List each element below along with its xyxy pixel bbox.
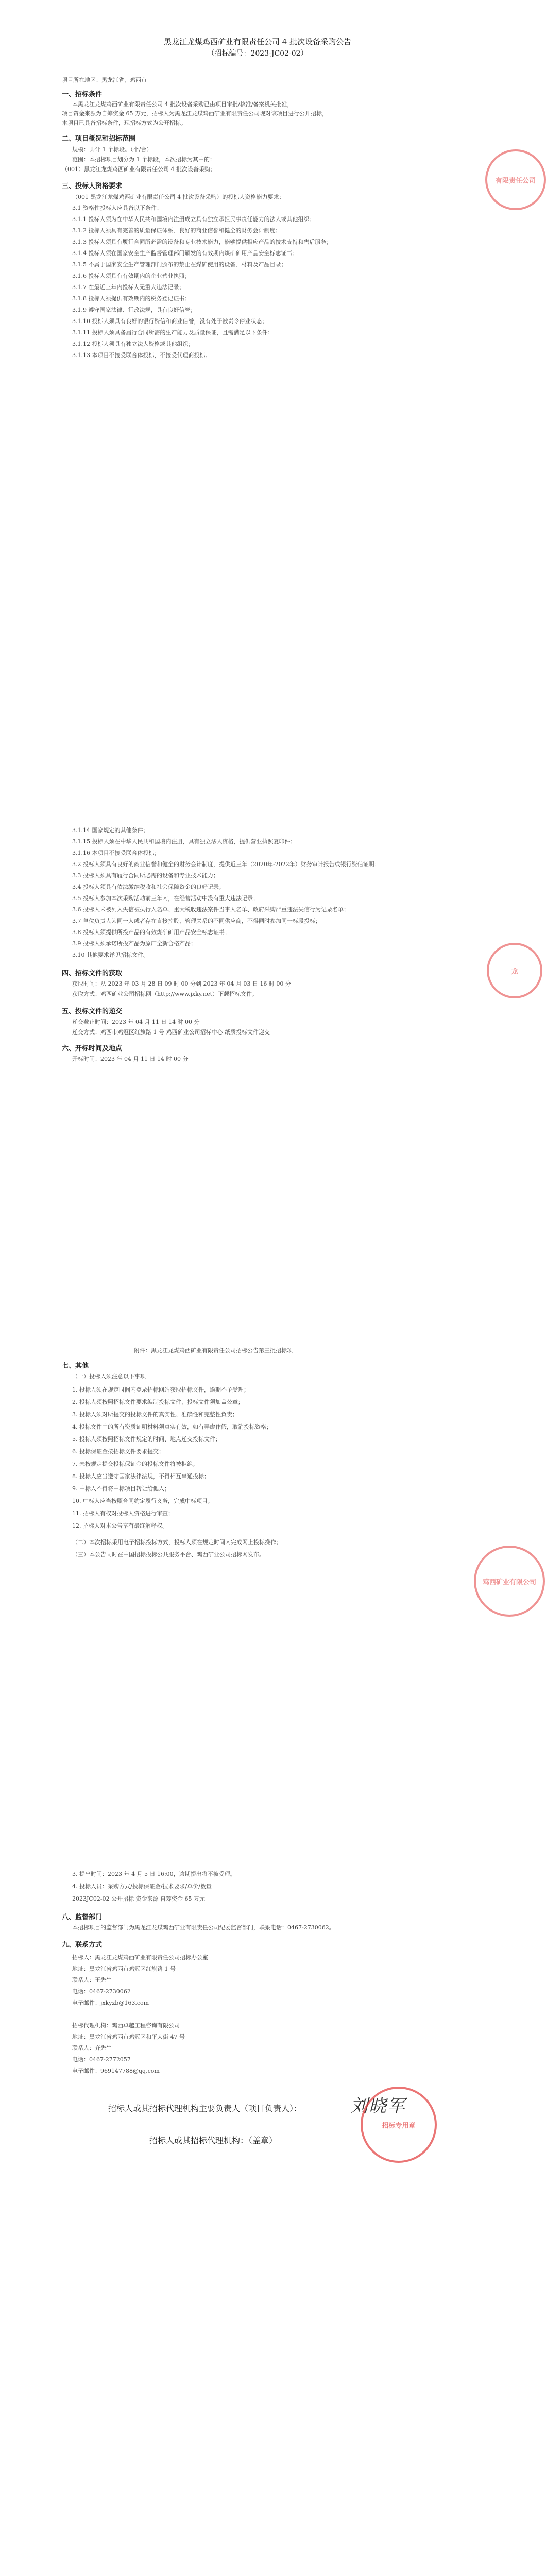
section-2-line: 规模：共计 1 个标段。（个/台）: [72, 146, 152, 153]
section-9-heading: 九、联系方式: [62, 1941, 103, 1949]
section-3-item: 3.1.13 本项目不接受联合体投标，不接受代理商投标。: [72, 352, 211, 359]
section-2-line: （001）黑龙江龙煤鸡西矿业有限责任公司 4 批次设备采购；: [62, 166, 216, 173]
other-item: 5. 投标人须按照招标文件规定的时间、地点递交投标文件；: [72, 1436, 221, 1443]
section-3-heading: 三、投标人资格要求: [62, 182, 123, 190]
agent-phone: 电话：0467-2772057: [72, 2056, 131, 2063]
tender-seal: 招标专用章: [361, 2087, 437, 2163]
section-3-item: 3.3 投标人须具有履行合同所必需的设备和专业技术能力；: [72, 872, 219, 879]
section-1-body: 本黑龙江龙煤鸡西矿业有限责任公司 4 批次设备采购已由项目审批/核准/备案机关批准，: [72, 101, 293, 108]
section-3-item: 3.1.4 投标人须在国家安全生产监督管理部门颁发的有效期内煤矿矿用产品安全标志证书；: [72, 250, 298, 257]
official-seal: 鸡西矿业有限公司: [474, 1546, 545, 1617]
owner-contact: 联系人：王先生: [72, 1977, 112, 1984]
section-3-item: 3.1.1 投标人须为在中华人民共和国境内注册成立具有独立承担民事责任能力的法人或其他组织；: [72, 216, 315, 223]
section-1-body: 项目资金来源为自筹资金 65 万元，招标人为黑龙江龙煤鸡西矿业有限责任公司现对该项目进行公开招标，: [62, 110, 328, 117]
section-3-item: 3.1.16 本项目不接受联合体投标；: [72, 850, 160, 856]
page-2: [0, 824, 518, 1345]
section-3-item: 3.5 投标人参加本次采购活动前三年内，在经营活动中没有重大违法记录；: [72, 895, 259, 902]
section-6-line: 开标时间：2023 年 04 月 11 日 14 时 00 分: [72, 1056, 189, 1062]
supervision-line: 本招标项目的监督部门为黑龙江龙煤鸡西矿业有限责任公司纪委监督部门，联系电话：0467-2730062。: [72, 1924, 335, 1931]
other-note: （二）本次招标采用电子招标投标方式，投标人须在规定时间内完成网上投标操作；: [72, 1539, 282, 1546]
section-3-intro: （001 黑龙江龙煤鸡西矿业有限责任公司 4 批次设备采购）的投标人资格能力要求：: [72, 194, 285, 200]
section-3-item: 3.8 投标人须提供所投产品的有效煤矿矿用产品安全标志证书；: [72, 929, 230, 936]
section-3-item: 3.4 投标人须具有依法缴纳税收和社会保障资金的良好记录；: [72, 884, 225, 890]
section-8-heading: 八、监督部门: [62, 1913, 103, 1921]
attachment-header: 附件：黑龙江龙煤鸡西矿业有限责任公司招标公告第三批招标项: [134, 1347, 293, 1354]
other-item: 4. 投标文件中的所有资质证明材料须真实有效，如有弄虚作假，取消投标资格；: [72, 1423, 272, 1430]
official-seal: 龙: [487, 943, 542, 998]
intro-line: 项目所在地区：黑龙江省，鸡西市: [62, 77, 147, 83]
procedure-line: 2023JC02-02 公开招标 资金来源 自筹资金 65 万元: [72, 1895, 206, 1902]
section-3-item: 3.1.3 投标人须具有履行合同所必需的设备和专业技术能力，能够提供相应产品的技术支持和售后服务；: [72, 239, 332, 245]
section-3-item: 3.1.15 投标人须在中华人民共和国境内注册，具有独立法人资格，提供营业执照复印件；: [72, 838, 296, 845]
other-item: 1. 投标人须在规定时间内登录招标网站获取招标文件，逾期不予受理；: [72, 1386, 249, 1393]
section-3-item: 3.1.8 投标人须提供有效期内的税务登记证书；: [72, 295, 191, 302]
section-3-item: 3.1.9 遵守国家法律、行政法规，具有良好信誉；: [72, 307, 196, 313]
section-3-item: 3.1.2 投标人须具有完善的质量保证体系、良好的商业信誉和健全的财务会计制度；: [72, 227, 281, 234]
section-3-item: 3.1.10 投标人须具有良好的银行资信和商业信誉，没有处于被责令停业状态；: [72, 318, 268, 325]
other-item: 3. 投标人须对所提交的投标文件的真实性、准确性和完整性负责；: [72, 1411, 238, 1418]
other-item: 7. 未按规定提交投标保证金的投标文件将被拒绝；: [72, 1461, 198, 1467]
section-1-heading: 一、招标条件: [62, 91, 103, 98]
official-seal: 有限责任公司: [485, 149, 546, 210]
section-5-line: 递交方式：鸡西市鸡冠区红旗路 1 号 鸡西矿业公司招标中心 纸质投标文件递交: [72, 1029, 270, 1036]
page-1: [0, 0, 536, 824]
agent-email: 电子邮件：969147788@qq.com: [72, 2067, 160, 2074]
section-3-item: 3.1.7 在最近三年内投标人无重大违法记录；: [72, 284, 185, 291]
other-item: 12. 招标人对本公告享有最终解释权。: [72, 1522, 168, 1529]
doc-title: 黑龙江龙煤鸡西矿业有限责任公司 4 批次设备采购公告: [163, 37, 352, 46]
other-item: 10. 中标人应当按照合同约定履行义务，完成中标项目；: [72, 1498, 213, 1504]
other-item: 9. 中标人不得将中标项目转让给他人；: [72, 1485, 170, 1492]
section-3-item: 3.6 投标人未被列入失信被执行人名单、重大税收违法案件当事人名单、政府采购严重违法失信行为记录名单；: [72, 906, 349, 913]
page-4: [0, 1860, 515, 2576]
other-item: 11. 招标人有权对投标人资格进行审查；: [72, 1510, 174, 1517]
section-3-item: 3.7 单位负责人为同一人或者存在直接控股、管理关系的不同供应商，不得同时参加同一标段投标；: [72, 918, 321, 924]
section-3-item: 3.9 投标人须承诺所投产品为原厂全新合格产品；: [72, 940, 196, 947]
section-3-item: 3.1.6 投标人须具有有效期内的企业营业执照；: [72, 273, 191, 279]
section-6-heading: 六、开标时间及地点: [62, 1045, 123, 1053]
section-3-item: 3.1.14 国家规定的其他条件；: [72, 827, 149, 834]
section-4-line: 获取时间：从 2023 年 03 月 28 日 09 时 00 分到 2023 年 04 月 03 日 16 时 00 分: [72, 980, 291, 987]
doc-number: （招标编号：2023-JC02-02）: [207, 49, 308, 58]
section-2-line: 范围：本招标项目划分为 1 个标段，本次招标为其中的：: [72, 156, 215, 163]
owner-email: 电子邮件：jxkyzb@163.com: [72, 1999, 149, 2006]
section-3-item: 3.1.5 不属于国家安全生产管理部门颁布的禁止在煤矿使用的设备、材料及产品目录；: [72, 261, 287, 268]
signatory-line: 招标人或其招标代理机构主要负责人（项目负责人）：: [108, 2104, 302, 2113]
owner-phone: 电话：0467-2730062: [72, 1988, 131, 1995]
agent-address: 地址：黑龙江省鸡西市鸡冠区和平大街 47 号: [72, 2033, 185, 2040]
other-note: （三）本公告同时在中国招标投标公共服务平台、鸡西矿业公司招标网发布。: [72, 1551, 265, 1558]
owner-line: 招标人：黑龙江龙煤鸡西矿业有限责任公司招标办公室: [72, 1954, 208, 1961]
section-4-line: 获取方式：鸡西矿业公司招标网（http://www.jxky.net）下载招标文件。: [72, 991, 258, 997]
agent-line: 招标代理机构：鸡西卓越工程咨询有限公司: [72, 2022, 180, 2029]
section-3-item: 3.1.12 投标人须具有独立法人资格或其他组织；: [72, 341, 194, 347]
section-1-body: 本项目已具备招标条件，现招标方式为公开招标。: [62, 120, 186, 126]
section-3-item: 3.1 资格性投标人应具备以下条件：: [72, 205, 162, 211]
section-3-item: 3.1.11 投标人须具备履行合同所需的生产能力及质量保证，且需满足以下条件：: [72, 329, 274, 336]
section-3-item: 3.10 其他要求详见招标文件。: [72, 952, 149, 958]
section-7-sub: （一）投标人须注意以下事项: [72, 1373, 146, 1380]
section-4-heading: 四、招标文件的获取: [62, 970, 123, 977]
procedure-line: 3. 提出时间：2023 年 4 月 5 日 16:00，逾期提出将不被受理。: [72, 1871, 236, 1877]
procedure-line: 4. 投标人员：采购方式/投标保证金/技术要求/单价/数量: [72, 1883, 212, 1890]
section-3-item: 3.2 投标人须具有良好的商业信誉和健全的财务会计制度，提供近三年（2020年-2022年）财务审计报告或银行资信证明；: [72, 861, 380, 868]
other-item: 8. 投标人应当遵守国家法律法规，不得相互串通投标；: [72, 1473, 210, 1480]
section-2-heading: 二、项目概况和招标范围: [62, 135, 136, 143]
owner-address: 地址：黑龙江省鸡西市鸡冠区红旗路 1 号: [72, 1965, 176, 1972]
section-5-heading: 五、投标文件的递交: [62, 1008, 123, 1015]
page-3: [0, 1345, 536, 1860]
other-item: 6. 投标保证金按招标文件要求提交；: [72, 1448, 164, 1455]
handwritten-signature: 刘晓军: [350, 2096, 406, 2116]
other-item: 2. 投标人须按照招标文件要求编制投标文件，投标文件须加盖公章；: [72, 1399, 244, 1405]
section-7-heading: 七、其他: [62, 1362, 89, 1370]
seal-line: 招标人或其招标代理机构：（盖章）: [149, 2136, 278, 2145]
section-5-line: 递交截止时间：2023 年 04 月 11 日 14 时 00 分: [72, 1019, 200, 1025]
agent-contact: 联系人：齐先生: [72, 2045, 112, 2052]
